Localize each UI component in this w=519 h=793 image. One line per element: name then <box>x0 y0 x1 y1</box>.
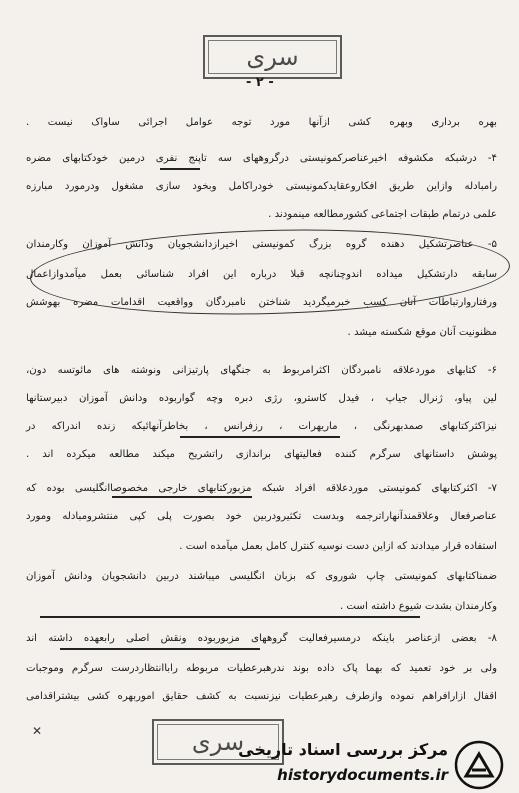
underline-mark <box>60 648 260 650</box>
doc-line-7: ورفتاروارتباطات آنان کسب خبرمیگردید شناختن نامبردگان وواقعیت اقدامات مضره بهوشش <box>26 297 497 308</box>
doc-line-2: ۴- درشبکه مکشوفه اخیرعناصرکمونیستی درگروههای سه تاپنج نفری درمین خودکتابهای مضره <box>26 153 497 164</box>
archive-title: مرکز بررسی اسناد تاریخی <box>238 740 448 759</box>
underline-mark <box>40 616 420 618</box>
doc-line-3: رامبادله وازاین طریق افکاروعقایدکمونیستی خودراکامل وبخود سازی مشغول ودرمورد مبارزه <box>26 181 497 192</box>
doc-line-18: ۸- بعضی ازعناصر باینکه درمسیرفعالیت گروههای مزبوربوده ونقش اصلی رابعهده داشته اند <box>26 633 497 644</box>
doc-line-10: لین پیاو، ژنرال جیاپ ، فیدل کاسترو، رژی دبره وچه گواربوده ودانش آموزان دبیرستانها <box>26 393 497 404</box>
doc-line-17: وکارمندان بشدت شیوع داشته است . <box>339 601 497 612</box>
underline-mark <box>112 496 252 498</box>
doc-line-20: اقفال ازارافراهم نموده وازطرف رهبرعطیات نیزنسبت به کشف حقایق اموربهره کشی بیشتراقدامی <box>26 691 497 702</box>
doc-line-16: ضمناکتابهای کمونیستی چاپ شوروی که بزبان انگلیسی میباشند دربین دانشجویان ودانش آموزان <box>26 571 497 582</box>
doc-line-19: ولی بر خود تعمید که بهما پاک داده بوند ندرهبرعطیات مربوطه راباانتظاردرست سرگرم وموجبات <box>26 663 497 674</box>
doc-line-1: بهره برداری وبهره کشی ازآنها مورد توجه عوامل اجرائی ساواک نیست . <box>26 117 497 128</box>
underline-mark <box>180 436 340 438</box>
archive-emblem-icon <box>454 740 504 790</box>
doc-line-4: علمی درتمام طبقات اجتماعی کشورمطالعه مینمودند . <box>268 209 497 220</box>
doc-line-9: ۶- کتابهای موردعلاقه نامبردگان اکثرامربوط به جنگهای پارتیزانی ونوشته های مائوتسه دون، <box>26 365 497 376</box>
doc-line-15: استفاده قرار میدادند که ازاین دست نوسیه کنترل کامل بعمل میآمده است . <box>179 541 497 552</box>
doc-line-5: ۵- عناصرتشکیل دهنده گروه بزرگ کمونیستی اخیرازدانشجویان ودانش آموزان وکارمندان <box>26 239 497 250</box>
secret-stamp-top <box>203 35 342 79</box>
margin-mark: ✕ <box>32 724 43 738</box>
doc-line-14: عناصرفعال وعلاقمندآنهاراترجمه وبدست تکثیرودربین خود بصورت پلی کپی منتشرومبادله ومورد <box>26 511 497 522</box>
doc-line-13: ۷- اکثرکتابهای کمونیستی موردعلاقه افراد شبکه مزبورکتابهای خارجی مخصوصاانگلیسی بوده که <box>26 483 497 494</box>
doc-line-6: سابقه دارتشکیل میداده اندوچنانچه قبلا درباره این افراد شناسائی بعمل میآمدوازاعمال <box>26 269 497 280</box>
archive-url[interactable]: historydocuments.ir <box>277 766 448 784</box>
secret-stamp-bottom-text: سری <box>191 728 245 756</box>
secret-stamp-top-text: سری <box>246 43 299 71</box>
underline-mark <box>160 168 200 170</box>
doc-line-8: مظنونیت آنان موقع شکسته میشد . <box>347 327 497 338</box>
page-number: - ۲ - <box>246 75 274 90</box>
doc-line-11: نیزاکثرکتابهای صمدبهرنگی ، ماریهرات ، رزفرانس ، بخاطرآنهائیکه زنده اندراکه در <box>26 421 497 432</box>
archive-logo <box>232 738 504 790</box>
doc-line-12: پوشش داستانهای سرگرم کننده فعالیتهای براندازی راتشریح میکند مطالعه میکرده اند . <box>26 449 497 460</box>
